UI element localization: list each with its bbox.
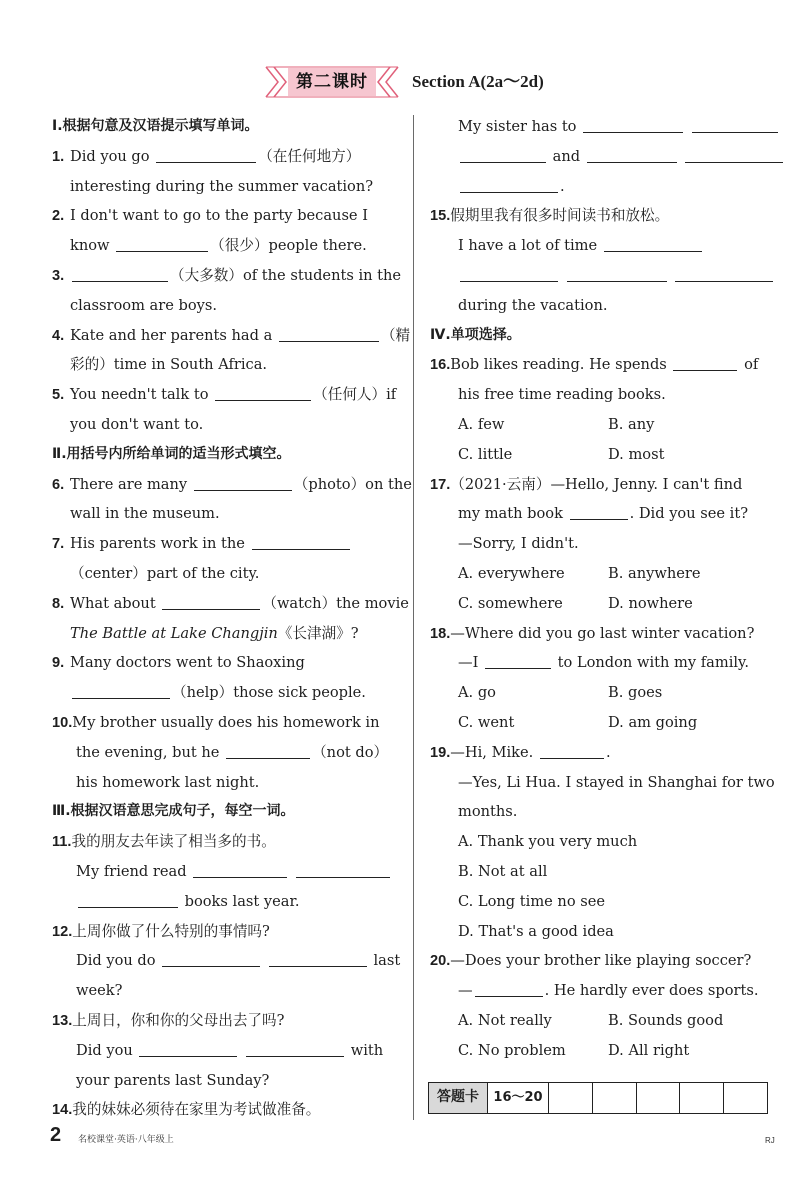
answer-blank[interactable] — [72, 263, 168, 282]
answer-blank[interactable] — [72, 680, 170, 699]
answer-blank[interactable] — [269, 948, 367, 967]
answer-cell[interactable] — [593, 1083, 637, 1113]
question-19: 19.—Hi, Mike. . — [430, 738, 780, 768]
question-13: 13.上周日，你和你的父母出去了吗? — [52, 1011, 285, 1029]
answer-blank[interactable] — [193, 859, 287, 878]
option[interactable]: D. That's a good idea — [458, 922, 614, 940]
answer-card — [428, 1082, 768, 1114]
question-2: 2. I don't want to go to the party because I — [52, 207, 368, 225]
question-5-cont: you don't want to. — [70, 415, 204, 433]
section-heading-3: Ⅲ.根据汉语意思完成句子，每空一词。 — [52, 803, 295, 820]
answer-blank[interactable] — [675, 263, 773, 282]
answer-blank[interactable] — [162, 948, 260, 967]
question-11: 11.我的朋友去年读了相当多的书。 — [52, 833, 276, 851]
answer-blank[interactable] — [226, 740, 310, 759]
answer-blank[interactable] — [673, 352, 737, 371]
answer-blank[interactable] — [570, 501, 628, 520]
question-12: 12.上周你做了什么特别的事情吗? — [52, 922, 270, 940]
section-title: Section A(2a～2d) — [412, 72, 544, 91]
question-10-cont: the evening, but he （not do） — [52, 738, 398, 768]
answer-blank[interactable] — [252, 531, 350, 550]
section-heading-1: Ⅰ.根据句意及汉语提示填写单词。 — [52, 118, 259, 134]
question-16-cont: his free time reading books. — [458, 386, 666, 404]
question-17: 17.（2021·云南）—Hello, Jenny. I can't find — [430, 475, 743, 493]
question-13-cont: your parents last Sunday? — [76, 1071, 270, 1089]
edition-code: RJ — [765, 1136, 775, 1145]
answer-card-range: 16～20 — [488, 1083, 549, 1113]
question-1-cont: interesting during the summer vacation? — [70, 177, 374, 195]
question-13-en: Did you with — [52, 1036, 398, 1066]
question-18-options — [430, 678, 780, 708]
answer-blank[interactable] — [139, 1038, 237, 1057]
question-19-option-a — [430, 827, 780, 857]
question-2-cont: know （很少）people there. — [52, 231, 398, 261]
question-11-cont: books last year. — [52, 887, 398, 917]
option[interactable]: A. Not really — [458, 1011, 552, 1029]
question-6: 6. There are many （photo）on the — [52, 470, 398, 500]
right-column — [430, 112, 780, 1066]
question-19-option-d — [430, 917, 780, 947]
lesson-label: 第二课时 — [288, 68, 376, 96]
question-7: 7. His parents work in the — [52, 529, 398, 559]
question-16-options — [430, 410, 780, 440]
question-12-en: Did you do last — [52, 946, 398, 976]
question-15-blanks — [430, 261, 780, 291]
question-11-en: My friend read — [52, 857, 398, 887]
answer-cell[interactable] — [680, 1083, 724, 1113]
answer-cell[interactable] — [637, 1083, 681, 1113]
question-3-cont: classroom are boys. — [70, 296, 217, 314]
page-number: 2 — [50, 1124, 62, 1146]
question-14-en: My sister has to — [430, 112, 780, 142]
section-heading-4: Ⅳ.单项选择。 — [430, 326, 521, 343]
question-15-cont: during the vacation. — [458, 296, 608, 314]
question-17-options — [430, 559, 780, 589]
question-19-cont: —Yes, Li Hua. I stayed in Shanghai for two — [458, 773, 775, 791]
answer-blank[interactable] — [296, 859, 390, 878]
question-4-cont: 彩的）time in South Africa. — [70, 356, 268, 374]
option[interactable]: B. goes — [608, 684, 663, 702]
answer-cell[interactable] — [549, 1083, 593, 1113]
question-16-options-2 — [430, 440, 780, 470]
question-6-cont: wall in the museum. — [70, 505, 220, 523]
question-4: 4. Kate and her parents had a （精 — [52, 321, 398, 351]
answer-blank[interactable] — [246, 1038, 344, 1057]
question-10-cont2: his homework last night. — [76, 773, 260, 791]
question-20: 20.—Does your brother like playing soccer? — [430, 952, 752, 970]
answer-blank[interactable] — [116, 233, 208, 252]
answer-blank[interactable] — [279, 323, 379, 342]
column-divider — [413, 115, 414, 1120]
question-1: 1. Did you go （在任何地方） — [52, 142, 398, 172]
answer-card-label: 答题卡 — [429, 1083, 488, 1113]
lesson-ribbon — [262, 66, 402, 98]
question-7-cont: （center）part of the city. — [70, 564, 260, 582]
question-19-option-c — [430, 887, 780, 917]
left-column — [52, 112, 412, 1125]
question-15: 15.假期里我有很多时间读书和放松。 — [430, 207, 670, 225]
question-17-cont: my math book . Did you see it? — [430, 499, 780, 529]
answer-blank[interactable] — [194, 472, 292, 491]
option[interactable]: A. few — [458, 415, 505, 433]
option[interactable]: B. any — [608, 415, 655, 433]
question-17-cont2: —Sorry, I didn't. — [458, 535, 579, 553]
question-19-cont2: months. — [458, 803, 518, 821]
answer-blank[interactable] — [540, 740, 604, 759]
option[interactable]: A. everywhere — [458, 564, 565, 582]
answer-blank[interactable] — [692, 114, 778, 133]
option[interactable]: A. go — [458, 684, 496, 702]
page-footer — [0, 1124, 800, 1154]
question-20-cont: — . He hardly ever does sports. — [430, 976, 780, 1006]
question-18-cont: —I to London with my family. — [430, 648, 780, 678]
question-14-cont: and — [430, 142, 780, 172]
answer-blank[interactable] — [78, 889, 178, 908]
option[interactable]: C. somewhere — [458, 594, 563, 612]
answer-blank[interactable] — [587, 144, 677, 163]
answer-blank[interactable] — [215, 382, 311, 401]
answer-blank[interactable] — [460, 263, 558, 282]
question-14-cont2: . — [430, 172, 780, 202]
option[interactable]: C. went — [458, 713, 515, 731]
question-16: 16.Bob likes reading. He spends of — [430, 350, 780, 380]
option[interactable]: B. Not at all — [458, 862, 548, 880]
option[interactable]: D. most — [608, 445, 665, 463]
question-20-options — [430, 1006, 780, 1036]
option[interactable]: C. No problem — [458, 1041, 566, 1059]
answer-blank[interactable] — [162, 591, 260, 610]
question-17-options-2 — [430, 589, 780, 619]
question-18: 18.—Where did you go last winter vacation? — [430, 624, 755, 642]
question-14: 14.我的妹妹必须待在家里为考试做准备。 — [52, 1101, 321, 1119]
question-19-option-b — [430, 857, 780, 887]
question-5: 5. You needn't talk to （任何人）if — [52, 380, 398, 410]
answer-blank[interactable] — [156, 144, 256, 163]
answer-cell[interactable] — [724, 1083, 767, 1113]
option[interactable]: C. Long time no see — [458, 892, 606, 910]
option[interactable]: D. am going — [608, 713, 698, 731]
answer-blank[interactable] — [460, 144, 546, 163]
question-9: 9. Many doctors went to Shaoxing — [52, 654, 305, 672]
question-15-en: I have a lot of time — [430, 231, 780, 261]
question-18-options-2 — [430, 708, 780, 738]
option[interactable]: D. nowhere — [608, 594, 693, 612]
answer-blank[interactable] — [475, 978, 543, 997]
answer-blank[interactable] — [460, 174, 558, 193]
answer-blank[interactable] — [567, 263, 667, 282]
answer-blank[interactable] — [685, 144, 783, 163]
book-title: 名校课堂·英语·八年级上 — [78, 1135, 174, 1145]
option[interactable]: B. Sounds good — [608, 1011, 724, 1029]
option[interactable]: D. All right — [608, 1041, 690, 1059]
question-12-cont: week? — [76, 982, 123, 1000]
answer-blank[interactable] — [485, 650, 551, 669]
option[interactable]: B. anywhere — [608, 564, 701, 582]
question-20-options-2 — [430, 1036, 780, 1066]
question-8-cont: The Battle at Lake Changjin《长津湖》? — [70, 624, 359, 642]
option[interactable]: A. Thank you very much — [458, 833, 638, 851]
answer-blank[interactable] — [604, 233, 702, 252]
question-10: 10.My brother usually does his homework in — [52, 713, 380, 731]
question-8: 8. What about （watch）the movie — [52, 589, 398, 619]
lesson-header — [0, 62, 800, 102]
answer-blank[interactable] — [583, 114, 683, 133]
section-heading-2: Ⅱ.用括号内所给单词的适当形式填空。 — [52, 445, 291, 462]
question-9-cont: （help）those sick people. — [52, 678, 398, 708]
option[interactable]: C. little — [458, 445, 513, 463]
question-3: 3. （大多数）of the students in the — [52, 261, 398, 291]
